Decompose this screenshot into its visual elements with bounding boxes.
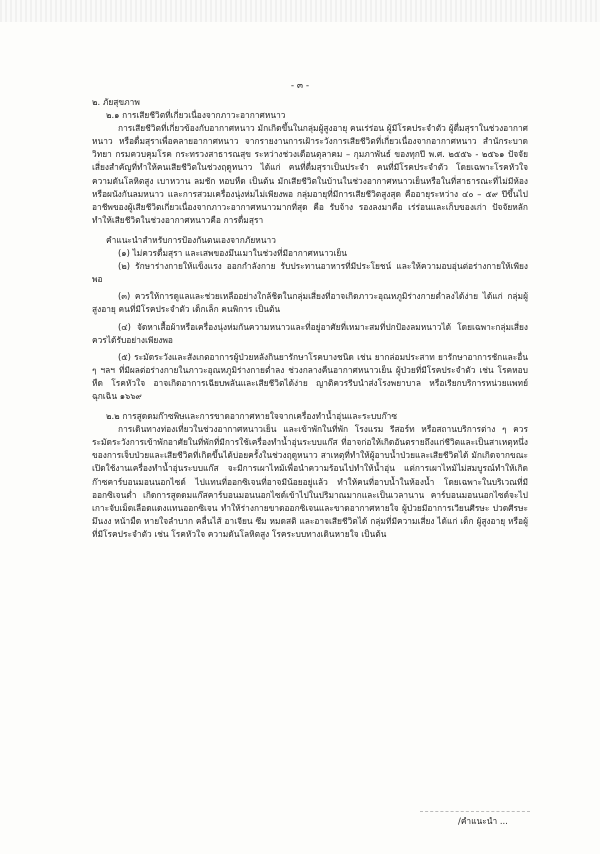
paragraph-2: การเดินทางท่องเที่ยวในช่วงอากาศหนาวเย็น และเข้าพักในที่พัก โรงแรม รีสอร์ท หรือสถานบริการต่าง ๆ ควรระมัดระวังการเข้าพักอาศัยในที่พักที่มีการใช้เครื่องทำน้ำอุ่นระบบแก๊ส ที่อาจก่อให้เกิดอันตรายถึงแก่ชีวิตและเป็นสาเหตุหนึ่งของการเจ็บป่วยและเสียชีวิตที่เกิดขึ้นได้บ่อยครั้งในช่วงฤดูหนาว สาเหตุที่ทำให้ผู้อาบน้ำป่วยและเสียชีวิตได้ มักเกิดจากขณะเปิดใช้งานเครื่องทำน้ำอุ่นระบบแก๊ส จะมีการเผาไหม้เพื่อนำความร้อนไปทำให้น้ำอุ่น แต่การเผาไหม้ไม่สมบูรณ์ทำให้เกิดก๊าซคาร์บอนมอนนอกไซด์ ไปแทนที่ออกซิเจนที่อาจมีน้อยอยู่แล้ว ทำให้คนที่อาบน้ำในห้องน้ำ โดยเฉพาะในบริเวณที่มีออกซิเจนต่ำ เกิดการสูดดมแก๊สคาร์บอนมอนนอกไซด์เข้าไปในปริมาณมากและเป็นเวลานาน คาร์บอนมอนนอกไซด์จะไปเกาะจับเม็ดเลือดแดงแทนออกซิเจน ทำให้ร่างกายขาดออกซิเจนและขาดอากาศหายใจ ผู้ป่วยมีอาการเวียนศีรษะ ปวดศีรษะ มึนงง หน้ามืด หายใจลำบาก คลื่นไส้ อาเจียน ซึม หมดสติ และอาจเสียชีวิตได้ กลุ่มที่มีความเสี่ยง ได้แก่ เด็ก ผู้สูงอายุ หรือผู้ที่มีโรคประจำตัว เช่น โรคหัวใจ ความดันโลหิตสูง โรคระบบทางเดินหายใจ เป็นต้น <box>92 424 528 539</box>
subsection-2-title: ๒.๒ การสูดดมก๊าซพิษและการขาดอากาศหายใจจากเครื่องทำน้ำอุ่นและระบบก๊าซ <box>106 411 398 422</box>
footer-divider <box>420 811 530 812</box>
advice-item-3: (๓) ควรให้การดูแลและช่วยเหลืออย่างใกล้ชิดในกลุ่มเสี่ยงที่อาจเกิดภาวะอุณหภูมิร่างกายต่ำลงได้ง่าย ได้แก่ กลุ่มผู้สูงอายุ คนที่มีโรคประจำตัว เด็กเล็ก คนพิการ เป็นต้น <box>92 291 528 315</box>
footer-continuation: /คำแนะนำ ... <box>458 816 508 826</box>
advice-title: คำแนะนำสำหรับการป้องกันตนเองจากภัยหนาว <box>106 234 276 245</box>
page-number: - ๓ - <box>290 81 310 91</box>
advice-item-5: (๕) ระมัดระวังและสังเกตอาการผู้ป่วยหลังกินยารักษาโรคบางชนิด เช่น ยากล่อมประสาท ยารักษาอาการชักและอื่น ๆ ฯลฯ ที่มีผลต่อร่างกายในภาวะอุณหภูมิร่างกายต่ำลง ช่วงกลางคืนอากาศหนาวเย็น ผู้ป่วยที่มีโรคประจำตัว เช่น โรคหอบหืด โรคหัวใจ อาจเกิดอาการเฉียบพลันและเสียชีวิตได้ง่าย ญาติควรรีบนำส่งโรงพยาบาล หรือเรียกบริการหน่วยแพทย์ฉุกเฉิน ๑๖๖๙ <box>92 351 528 401</box>
advice-item-2: (๒) รักษาร่างกายให้แข็งแรง ออกกำลังกาย รับประทานอาหารที่มีประโยชน์ และให้ความอบอุ่นต่อร่างกายให้เพียงพอ <box>92 261 528 285</box>
section-title: ๒. ภัยสุขภาพ <box>92 97 140 107</box>
paragraph-1: การเสียชีวิตที่เกี่ยวข้องกับอากาศหนาว มักเกิดขึ้นในกลุ่มผู้สูงอายุ คนเร่ร่อน ผู้มีโรคประจำตัว ผู้ดื่มสุราในช่วงอากาศหนาว หรือดื่มสุราเพื่อคลายอากาศหนาว จากรายงานการเฝ้าระวังการเสียชีวิตที่เกี่ยวเนื่องจากอากาศหนาว สำนักระบาดวิทยา กรมควบคุมโรค กระทรวงสาธารณสุข ระหว่างช่วงเดือนตุลาคม – กุมภาพันธ์ ของทุกปี พ.ศ. ๒๕๕๖ - ๒๕๖๑ ปัจจัยเสี่ยงสำคัญที่ทำให้คนเสียชีวิตในช่วงฤดูหนาว ได้แก่ คนที่ดื่มสุราเป็นประจำ คนที่มีโรคประจำตัว โดยเฉพาะโรคหัวใจ ความดันโลหิตสูง เบาหวาน ลมชัก หอบหืด เป็นต้น มักเสียชีวิตในบ้านในช่วงอากาศหนาวเย็นหรือในที่สาธารณะที่ไม่มีห้องหรือผนังกันลมหนาว และการสวมเครื่องนุ่งห่มไม่เพียงพอ กลุ่มอายุที่มีการเสียชีวิตสูงสุด คืออายุระหว่าง ๔๐ – ๕๙ ปีขึ้นไป อาชีพของผู้เสียชีวิตเกี่ยวเนื่องจากภาวะอากาศหนาวมากที่สุด คือ รับจ้าง รองลงมาคือ เร่ร่อนและเก็บของเก่า ปัจจัยหลักทำให้เสียชีวิตในช่วงอากาศหนาวคือ การดื่มสุรา <box>92 123 528 225</box>
advice-item-1: (๑) ไม่ควรดื่มสุรา และเสพของมึนเมาในช่วงที่มีอากาศหนาวเย็น <box>118 248 347 259</box>
document-body <box>92 96 528 541</box>
subsection-1-title: ๒.๑ การเสียชีวิตที่เกี่ยวเนื่องจากภาวะอากาศหนาว <box>106 110 286 121</box>
advice-item-4: (๔) จัดหาเสื้อผ้าหรือเครื่องนุ่งห่มกันความหนาวและที่อยู่อาศัยที่เหมาะสมที่ปกป้องลมหนาวได้ โดยเฉพาะกลุ่มเสี่ยงควรได้รับอย่างเพียงพอ <box>92 321 528 345</box>
